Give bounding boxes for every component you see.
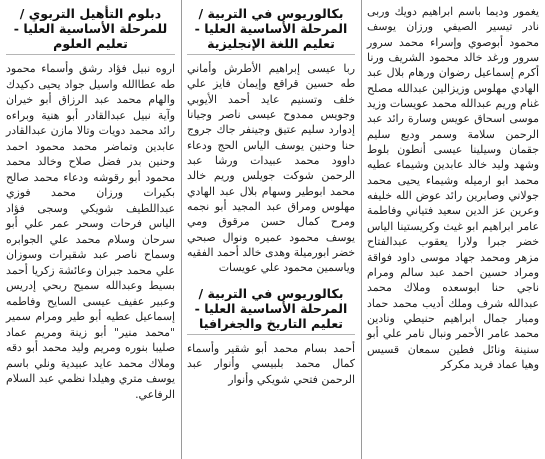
column-divider (181, 0, 182, 459)
section-spacer (187, 276, 355, 284)
section-heading-english: بكالوريوس في التربية / المرحلة الأساسية العليا - تعليم اللغة الإنجليزية (187, 6, 355, 55)
column-middle (181, 0, 361, 459)
column-divider (361, 0, 362, 459)
column-left (0, 0, 181, 459)
column-right (361, 0, 545, 459)
graduate-names-paragraph: أحمد بسام محمد أبو شقير وأسماء كمال محمد بلبيسي وأنوار عبد الرحمن فتحي شويكي وأنوار (187, 341, 355, 386)
graduate-names-paragraph: ربا عيسى إبراهيم الأطرش وأماني طه حسين قراقع وإيمان فايز علي خلف وتسنيم عايد أحمد الأيوبي وجويس ممدوح عيسى ناصر وجيانا إدوارد سليم عتيق وجينفر جاك جروج حنا وحنين يوسف الياس الحج ودعاء داوود محمد عبيدات ورشا عبد الرحمن شوكت جويلس وريم خالد محمد ابوطير وسهام بلال عبد الهادي مهلوس ومراق عبد المجيد أبو نجمه ومرح كمال حسن مرقوق ومي يوسف محمود عميره ونوال صبحي خضر ابورميلة وهدى خالد أحمد الفقيه وياسمين محمود علي عويسات (187, 62, 355, 275)
graduate-names-paragraph: يغمور وديما باسم ابراهيم دويك وربى نادر تيسير الصيفي ورزان يوسف محمود أبوصوي وإسراء محمد سرور سرور ورغد خالد محمود الشريف ورنا أكرم إسماعيل رضوان ورهام بلال عبد الهادي مهلوس وزيزالين عبدالله مصلح غنام وريم عبدالله محمد عويسات وزيد موسى اسحاق عويس وسارة رائد عبد الرحمن سلامة وسمر وديع سليم جقمان وسيلينا عيسى أنطون بلوط وشهد وليد خالد عابدين وشيماء عطيه محمد ابو ارميله وشيماء يحيى محمد جولاني وصابرين رائد عوض الله خليفه وعرين عز الدين سعيد فتياني وفاطمة عامر ابراهيم ابو غيث وكريستينا الياس خضر جبرا ولارا يعقوب عبدالفتاح مزهر ومحمد جهاد موسى داود فواقة ومراد حسين احمد عبد سالم ومرام ناجي حنا ابوسعده وملاك محمد عبدالله شرف وملك أديب محمد حماد ومبار جمال ابراهيم حنيطي ونادين محمد عامر الأحمر ونبال نامر علي أبو سنينة ونائل فطين سمعان قسيس وهيا عماد فريد مكركر (367, 5, 539, 371)
graduate-names-paragraph: اروه نبيل فؤاد رشق وأسماء محمود طه عطاالله واسيل جواد يحيى دكيدك والهام محمد عبد الرزاق أبو خيران وآية نبيل عبدالقادر أبو هنية وبراءه رائد محمد دويات وتالا مازن عبدالقادر عابدين وتماضر محمد محمود احمد وحنين بدر فضل صلاح وخالد محمد محمود أبو رقوشه ودعاء محمد صالح بكيرات ورزان محمد فوزي عبداللطيف شويكي وسجى فؤاد الياس فرحات وسحر عمر علي أبو سرحان وسلام محمد علي الجوابره وسماح ناصر عبد شقيرات وسوزان علي محمد جبران وعائشة زكريا أحمد بسيط وعبدالله سميح ربحي إدريس وعبير عفيف عيسى السايح وفاطمه إسماعيل عطيه أبو طير ومرام سمير "محمد منير" أبو زينة ومريم عماد صليبا بنوره ومريم وليد محمد أبو دقه وملاك محمد عايد عبيدية ونلي باسم يوسف متري وهيلدا نظمي عبد السلام الرفاعي. (6, 62, 175, 401)
section-heading-history-geography: بكالوريوس في التربية / المرحلة الأساسية العليا - تعليم التاريخ والجغرافيا (187, 286, 355, 335)
section-heading-science-diploma: دبلوم التأهيل التربوي / للمرحلة الأساسية العليا - تعليم العلوم (6, 6, 175, 55)
